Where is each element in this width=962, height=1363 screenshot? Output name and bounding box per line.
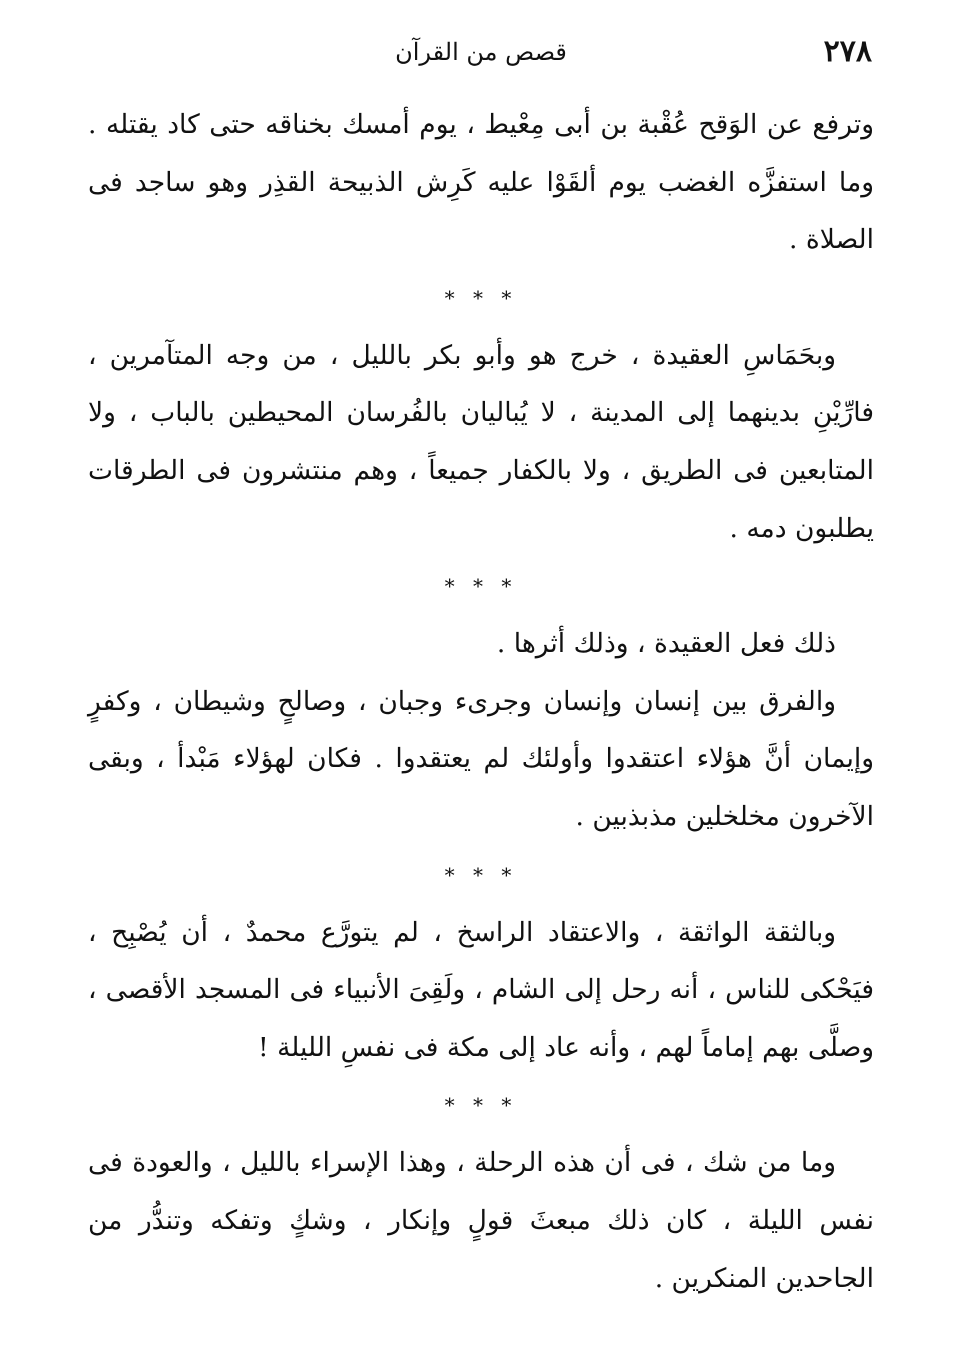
section-separator: * * * <box>444 1093 518 1118</box>
page-body <box>88 96 874 1307</box>
section-separator: * * * <box>444 285 518 310</box>
paragraph: وما من شك ، فى أن هذه الرحلة ، وهذا الإسراء بالليل ، والعودة فى نفس الليلة ، كان ذلك مبعثَ قولٍ وإنكار ، وشكٍ وتفكه وتندُّر من الجاحدين المنكرين . <box>88 1147 874 1294</box>
paragraph: وبحَمَاسِ العقيدة ، خرج هو وأبو بكر بالليل ، من وجه المتآمرين ، فارِّيْنِ بدينهما إلى المدينة ، لا يُباليان بالفُرسان المحيطين بالباب ، ولا المتابعين فى الطريق ، ولا بالكفار جميعاً ، وهم منتشرون فى الطرقات يطلبون دمه . <box>88 339 874 544</box>
paragraph: وترفع عن الوَقح عُقْبة بن أبى مِعْيط ، يوم أمسك بخناقه حتى كاد يقتله . وما استفزَّه الغضب يوم ألقَوْا عليه كَرِش الذبيحة القذِر وهو ساجد فى الصلاة . <box>88 109 874 256</box>
paragraph: ذلك فعل العقيدة ، وذلك أثرها . <box>496 628 836 660</box>
paragraph: وبالثقة الواثقة ، والاعتقاد الراسخ ، لم يتورَّع محمدٌ ، أن يُصْبِح ، فيَحْكى للناس ، أنه رحل إلى الشام ، ولَقِىَ الأنبياء فى المسجد الأقصى ، وصلَّى بهم إماماً لهم ، وأنه عاد إلى مكة فى نفسِ الليلة ! <box>88 916 874 1063</box>
page-header <box>90 34 872 78</box>
section-separator: * * * <box>444 862 518 887</box>
paragraph: والفرق بين إنسان وإنسان وجرىء وجبان ، وصالحٍ وشيطان ، وكفرٍ وإيمان أنَّ هؤلاء اعتقدوا وأولئك لم يعتقدوا . فكان لهؤلاء مَبْدأ ، وبقى الآخرون مخلخلين مذبذبين . <box>88 685 874 832</box>
running-title: قصص من القرآن <box>395 38 567 66</box>
section-separator: * * * <box>444 574 518 599</box>
page-number: ٢٧٨ <box>823 34 872 69</box>
